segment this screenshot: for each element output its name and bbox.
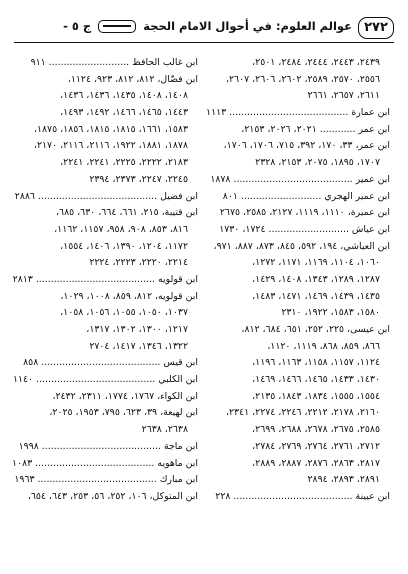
index-entry-continuation: ١٢١٧، ١٣٠٠، ١٣٠٢، ١٣١٧، [86, 324, 188, 335]
running-head [63, 19, 352, 33]
index-entry-continuation: ٢٥٥٦، ٢٥٧٠، ٢٥٨٩، ٢٦٠٢، ٢٦٠٦، ٢٦٠٧، [225, 73, 380, 85]
index-entry: ابن عمارة ........................................ ١١١٣ [206, 107, 390, 119]
index-entry: ابن عمر ............ ٢٠٢١، ٢٠٢٦، ٢١٥٣، [241, 123, 390, 135]
index-entry: ابن الكواء، ١٧٦٧، ١٧٧٤، ٢٣١١، ٢٤٣٢، [52, 390, 198, 402]
page-header [14, 16, 394, 40]
running-head-volume: ج ٥ - [63, 19, 92, 33]
index-column-right [206, 55, 390, 506]
index-entry-continuation: ٢٢٤٥، ٢٢٤٧، ٢٣٧٣، ٢٣٩٤ [89, 173, 188, 185]
index-entry-continuation: ١٥٨٣، ١٦٦١، ١٨١٥، ١٨١٥، ١٨٥٦، ١٨٧٥، [33, 123, 188, 135]
index-entry-continuation: ٢١٦٠، ٢١٧٨، ٢٢١٢، ٢٢٤٦، ٢٢٧٤، ٢٣٤١، [225, 407, 380, 419]
index-entry: ابن عيسى، ٢٢٥، ٢٥٢، ٦٥١، ٦٨٤، ٨١٢، [241, 324, 390, 335]
index-column-left [12, 55, 198, 506]
index-entry-continuation: ١٣٢٢، ١٣٤٦، ١٤١٧، ٢٧٠٤ [89, 340, 188, 352]
index-entry-continuation: ٢٤٣٩، ٢٤٤٣، ٢٤٤٤، ٢٤٨٤، ٢٥٠١، [252, 57, 380, 68]
index-entry: ابن فضيل ........................................ ٢٨٨٦ [14, 190, 198, 202]
index-entry-continuation: ٢٧١٢، ٢٧٦١، ٢٧٦٤، ٢٧٦٩، ٢٧٨٤، [252, 440, 380, 452]
index-entry: ابن ماجة ........................................ ١٩٩٨ [18, 440, 198, 452]
index-entry-continuation: ١٠٦٠، ١١٠٤، ١١٦٩، ١١٧١، ١٢٧٢، [252, 257, 380, 269]
index-entry-continuation: ١٥٥٤، ١٥٥٥، ١٨٣٤، ١٨٤٣، ٢١٣٥، [252, 390, 380, 402]
index-entry-continuation: ١١٧٢، ١٢٠٤، ١٣٩٠، ١٤٠٦، ١٥٥٤، [60, 240, 188, 252]
index-entry-continuation: ١٨٧٨، ١٨٨١، ١٩٢٢، ٢١١٦، ٢١١٦، ٢١٧٠، [33, 140, 188, 152]
index-entry: ابن غالب الحافظ ........................... ٩١١ [30, 57, 198, 68]
page-number-badge [358, 17, 394, 39]
ornament-icon [98, 20, 136, 33]
index-entry-continuation: ١٢٨٧، ١٢٨٩، ١٣٤٣، ١٤٠٨، ١٤٢٩، [252, 273, 380, 285]
index-entry-continuation: ٢٦٣٨، ٢٦٣٨ [141, 424, 188, 436]
index-entry: ابن قتيبة، ٢١٥، ٦٦١، ٦٦٤، ٦٣٠، ٦٨٥، [56, 207, 198, 219]
index-entry-continuation: ٢٨١٧، ٢٨٦٣، ٢٨٧٦، ٢٨٨٧، ٢٨٨٩، [252, 457, 380, 469]
index-entry-continuation: ٨١٦، ٨٥٣، ٩٠٨، ٩٥٨، ١١٥٧، ١١٦٢، [54, 223, 188, 235]
index-entry-continuation: ١٤٣٥، ١٤٣٩، ١٤٦٩، ١٤٧١، ١٤٨٣، [252, 290, 380, 302]
index-entry: ابن عياش ........................... ١٧٢٤، ١٧٣٠ [219, 223, 390, 235]
index-entry: ابن قولويه ........................................ ٢٨١٣ [12, 273, 198, 285]
index-entry: ابن لهيعة، ٣٩، ٦٢٣، ٧٩٥، ١٩٥٣، ٢٠٢٥، [49, 407, 198, 419]
page-number: ٢٧٢ [364, 20, 388, 35]
index-entry: ابن فضّال، ٨١٢، ٨١٢، ٩٢٣، ١١٢٤، [67, 73, 198, 85]
index-entry: ابن الكلبي ........................................ ١١٤٠ [12, 374, 198, 386]
running-head-title: عوالم العلوم: في أحوال الامام الحجة [143, 19, 352, 33]
index-entry: ابن قولويه، ٨١٢، ٨٥٩، ١٠٠٨، ١٠٢٩، [60, 290, 198, 302]
index-entry-continuation: ٢٦١١، ٢٦٥٧، ٢٦٦١ [307, 90, 380, 102]
index-entry: ابن عيينة ........................................ ٢٢٨ [215, 490, 390, 502]
index-entry-continuation: ١٤٠٨، ١٤٠٨، ١٤٣٥، ١٤٣٦، ١٤٣٦، [60, 90, 188, 102]
index-entry: ابن ماهويه ........................................ ١٠٨٣ [12, 457, 198, 469]
index-entry: ابن قيس ........................................ ٨٥٨ [23, 357, 198, 369]
index-entry-continuation: ٨٦٦، ٨٥٩، ٨٦٨، ١١١٩، ١١٢٠، [267, 340, 380, 352]
header-rule [14, 42, 394, 43]
index-entry: ابن عمير الهجري ........................... ٨٠١ [222, 190, 390, 202]
index-entry-continuation: ٢٥٨٥، ٢٦٧٥، ٢٦٧٨، ٢٦٨٨، ٢٦٩٩، [252, 424, 380, 436]
index-entry-continuation: ٢٨٩١، ٢٨٩٣، ٢٨٩٤ [307, 474, 380, 486]
index-entry: ابن عميرة، ١١١٠، ١١١٩، ٢١٢٧، ٢٥٨٥، ٢٦٧٥ [219, 207, 390, 219]
index-entry: ابن العياشي، ١٩٤، ٥٩٢، ٨٤٥، ٨٧٣، ٨٨٧، ٩٧١، [213, 240, 390, 252]
index-entry: ابن المتوكل، ١٠٦، ٢٥٢، ٥٦، ٢٥٣، ٦٤٣، ٦٥٤، [27, 490, 198, 502]
index-entry: ابن عمر، ٣٣، ١٧٠، ٣٩٢، ٧١٥، ١٧٠٦، ١٧٠٦، [223, 140, 390, 152]
index-entry-continuation: ١٧٠٧، ١٨٩٥، ٢٠٧٥، ٢١٥٣، ٢٣٢٨ [255, 157, 380, 169]
index-entry-continuation: ١١٢٤، ١١٥٧، ١١٥٨، ١١٦٣، ١١٩٦، [252, 357, 380, 369]
index-entry-continuation: ٢١٨٣، ٢٢٢٢، ٢٢٢٥، ٢٢٤١، ٢٢٤١، [60, 157, 188, 169]
index-entry-continuation: ٢٢١٤، ٢٢٢٠، ٢٢٢٣، ٢٢٢٤ [89, 257, 188, 269]
index-entry: ابن عمير ........................................ ١٨٧٨ [210, 173, 390, 185]
index-entry-continuation: ١٤٣٠، ١٤٣٣، ١٤٦٥، ١٤٦٦، ١٤٦٩، [252, 374, 380, 386]
index-entry-continuation: ١٥٨٠، ١٥٨٣، ١٩٢٢، ٢٣١٠ [281, 307, 380, 319]
index-entry-continuation: ١٤٤٣، ١٤٦٥، ١٤٦٦، ١٤٩٢، ١٤٩٣، [60, 107, 188, 119]
index-entry: ابن مبارك ........................................ ١٩٦٣ [14, 474, 198, 486]
index-entry-continuation: ١٠٣٧، ١٠٥٠، ١٠٥٥، ١٠٥٦، ١٠٥٨، [60, 307, 188, 319]
